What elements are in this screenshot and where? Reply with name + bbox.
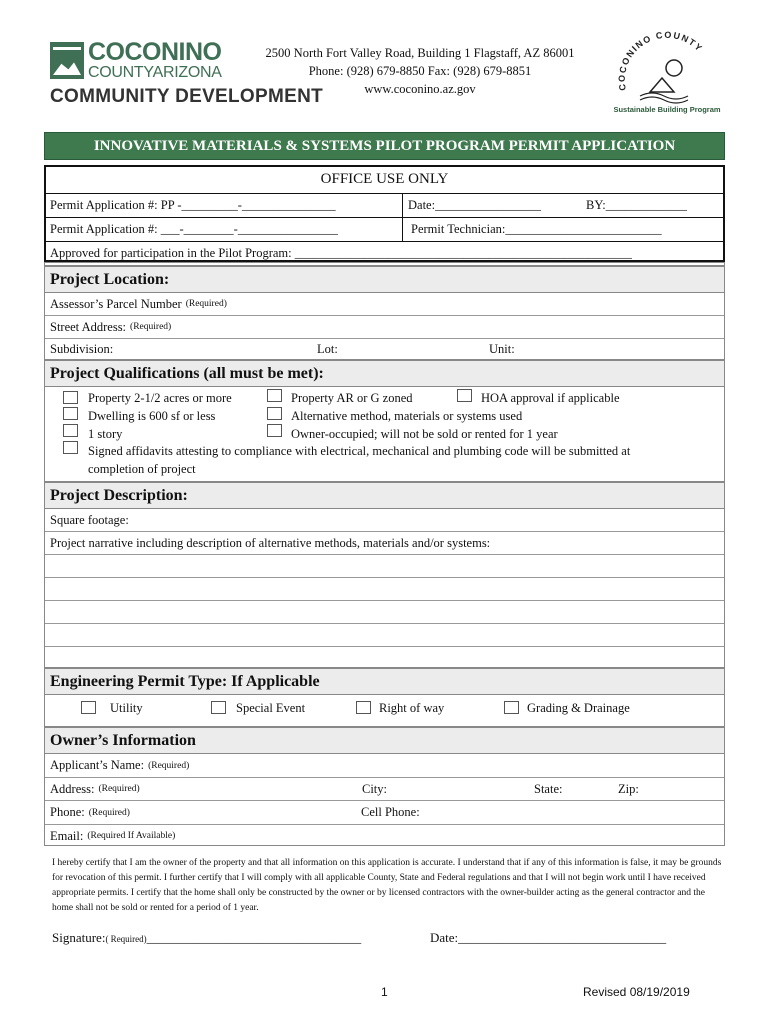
narrative-line[interactable]	[45, 601, 724, 624]
header-phone: Phone: (928) 679-8850 Fax: (928) 679-8851	[308, 64, 532, 78]
permit-technician-field[interactable]: Permit Technician:_________________________	[411, 222, 662, 236]
engineering-utility-label: Utility	[110, 701, 143, 715]
logo-county: COUNTYARIZONA	[88, 64, 222, 81]
subdivision-label: Subdivision:	[50, 342, 114, 356]
certification-statement: I hereby certify that I am the owner of the property and that all information on this application is accurate. I understand that if any of this information is false, it may be grounds for revocation of this permit. I further certify that I will comply with all applicable County, State and Federal regulations and that I will not begin work until I have received appropriate permits. I certify that the home shall only be constructed by the owner or by licensed contractors with the owner-builder acting as the general contractor and the home shall not be sold or rented for a period of 1 year.	[52, 858, 722, 913]
state-label: State:	[534, 781, 563, 796]
unit-label: Unit:	[489, 342, 515, 356]
office-use-heading: OFFICE USE ONLY	[320, 171, 449, 187]
narrative-line[interactable]	[45, 624, 724, 647]
engineering-grading-label: Grading & Drainage	[527, 701, 630, 715]
checkbox-alternative[interactable]	[267, 407, 282, 420]
checkbox-acres[interactable]	[63, 391, 78, 404]
checkbox-affidavit[interactable]	[63, 441, 78, 454]
city-label: City:	[362, 781, 388, 796]
project-qualifications-heading: Project Qualifications (all must be met):	[45, 359, 724, 387]
engineering-permit-heading: Engineering Permit Type: If Applicable	[45, 667, 724, 695]
phone-label: Phone:	[50, 805, 85, 819]
applicant-name-field[interactable]: Applicant’s Name: (Required)	[45, 754, 724, 778]
checkbox-utility[interactable]	[81, 701, 96, 714]
owner-phone-row[interactable]: Phone: (Required) Cell Phone:	[45, 801, 724, 825]
narrative-line[interactable]	[45, 578, 724, 601]
checkbox-grading-drainage[interactable]	[504, 701, 519, 714]
qual-affidavit-label-cont: completion of project	[88, 462, 196, 476]
parcel-number-field[interactable]: Assessor’s Parcel Number (Required)	[45, 293, 724, 316]
office-use-box	[44, 165, 725, 262]
permit-application-pp-field[interactable]: Permit Application #: PP -_________-_______________	[50, 198, 336, 212]
lot-label: Lot:	[317, 342, 338, 356]
application-form	[44, 262, 725, 846]
subdivision-row[interactable]	[45, 339, 724, 361]
engineering-right-of-way-label: Right of way	[379, 701, 445, 715]
checkbox-special-event[interactable]	[211, 701, 226, 714]
logo-name: COCONINO	[88, 38, 222, 66]
qual-affidavit-label: Signed affidavits attesting to compliance with electrical, mechanical and plumbing code will be submitted at	[88, 444, 631, 458]
email-field[interactable]: Email: (Required If Available)	[50, 828, 176, 843]
office-date-field[interactable]: Date:_________________	[408, 198, 542, 212]
qual-zoned-label: Property AR or G zoned	[291, 391, 413, 405]
header-address: 2500 North Fort Valley Road, Building 1 Flagstaff, AZ 86001	[265, 46, 575, 60]
office-by-field[interactable]: BY:_____________	[586, 198, 687, 212]
permit-application-field[interactable]: Permit Application #: ___-________-________________	[50, 222, 338, 236]
signature-field[interactable]: Signature:( Required)_________________________________	[52, 930, 362, 945]
form-title: INNOVATIVE MATERIALS & SYSTEMS PILOT PROGRAM PERMIT APPLICATION	[44, 132, 725, 160]
project-location-heading: Project Location:	[45, 265, 724, 293]
seal-arc-text: COCONINO COUNTY	[616, 30, 705, 92]
qual-acres-label: Property 2-1/2 acres or more	[88, 391, 232, 405]
square-footage-field[interactable]: Square footage:	[45, 509, 724, 532]
cell-phone-label: Cell Phone:	[361, 805, 420, 819]
pilot-approval-field[interactable]: Approved for participation in the Pilot Program: ______________________________________________________	[50, 246, 633, 260]
qual-hoa-label: HOA approval if applicable	[481, 391, 620, 405]
page-number: 1	[381, 985, 388, 999]
project-description-heading: Project Description:	[45, 481, 724, 509]
narrative-line[interactable]	[45, 647, 724, 669]
seal-caption: Sustainable Building Program	[613, 105, 721, 114]
engineering-special-event-label: Special Event	[236, 701, 306, 715]
checkbox-hoa[interactable]	[457, 389, 472, 402]
owner-address-row[interactable]: Address: (Required) City: State: Zip:	[45, 778, 724, 801]
county-logo-mark	[50, 42, 84, 79]
qual-owner-occupied-label: Owner-occupied; will not be sold or rented for 1 year	[291, 427, 558, 441]
revision-date: Revised 08/19/2019	[583, 985, 690, 999]
checkbox-dwelling[interactable]	[63, 407, 78, 420]
owner-information-heading: Owner’s Information	[45, 726, 724, 754]
zip-label: Zip:	[618, 781, 639, 796]
qual-story-label: 1 story	[88, 427, 123, 441]
header-website[interactable]: www.coconino.az.gov	[364, 82, 476, 96]
project-narrative-label: Project narrative including description of alternative methods, materials and/or systems:	[45, 532, 724, 555]
logo-department: COMMUNITY DEVELOPMENT	[50, 86, 324, 107]
street-address-field[interactable]: Street Address: (Required)	[45, 316, 724, 339]
signature-date-field[interactable]: Date:________________________________	[430, 930, 667, 945]
qual-alternative-label: Alternative method, materials or systems used	[291, 409, 523, 423]
checkbox-zoned[interactable]	[267, 389, 282, 402]
sustainable-building-seal	[612, 30, 722, 118]
checkbox-right-of-way[interactable]	[356, 701, 371, 714]
svg-text:COCONINO COUNTY	[617, 30, 705, 91]
checkbox-story[interactable]	[63, 424, 78, 437]
checkbox-owner-occupied[interactable]	[267, 424, 282, 437]
narrative-line[interactable]	[45, 555, 724, 578]
qual-dwelling-label: Dwelling is 600 sf or less	[88, 409, 216, 423]
address-label: Address:	[50, 781, 95, 796]
